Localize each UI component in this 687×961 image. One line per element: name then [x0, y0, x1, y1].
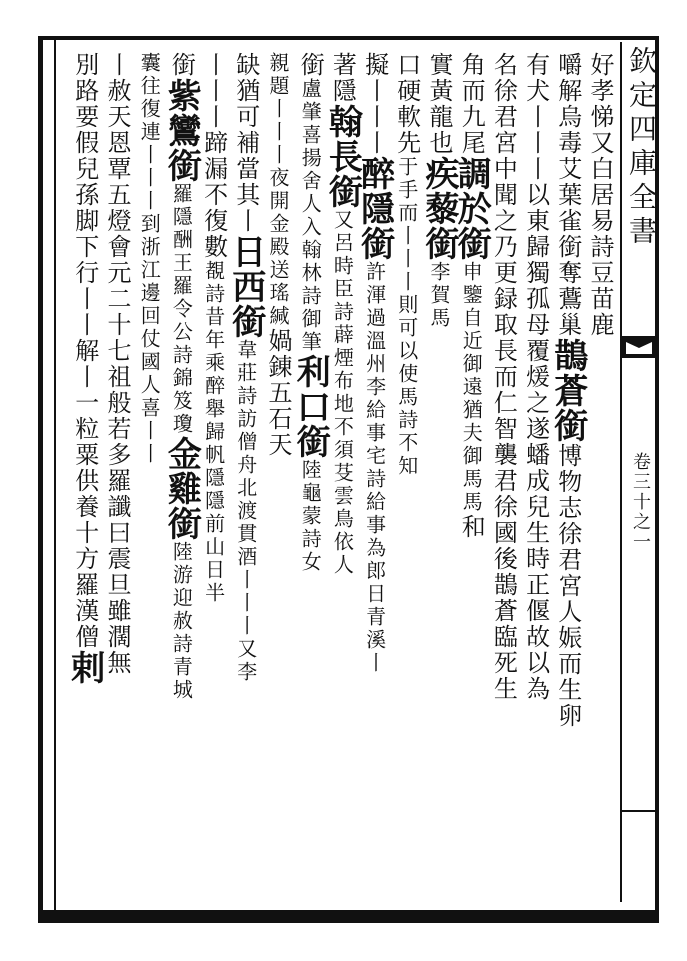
heading-term: 鵲蒼銜	[547, 338, 588, 443]
text-run: 別路要假兒孫脚下行丨丨解丨一粒粟供養十方羅漢僧	[70, 52, 99, 650]
text-column	[261, 52, 295, 902]
text-column	[419, 52, 459, 902]
text-run: 和	[457, 514, 486, 540]
text-run: 韋莊詩訪僧舟北渡貫酒丨丨丨又李	[233, 339, 258, 684]
text-run: 擬丨丨丨	[360, 52, 389, 156]
text-column	[161, 52, 202, 902]
volume-label: 卷三十之一	[630, 452, 651, 552]
text-run: 于手而丨丨丨則可以使馬	[394, 156, 419, 409]
text-column	[354, 52, 395, 902]
fish-tail-mark	[622, 334, 656, 360]
text-column	[225, 52, 266, 902]
text-run: 申鑒自近御遠猶夫御馬馬	[459, 261, 484, 514]
text-run: 親題丨丨丨夜開金殿送瑤緘	[266, 52, 290, 328]
text-run: 陸龜蒙詩女	[298, 459, 323, 574]
text-run: 銜	[296, 52, 325, 78]
text-run: 有犬丨丨丨以東歸獨孤母覆煖之遂蟠成兒生時正偃故以為	[521, 52, 550, 702]
text-run: 囊往復連丨丨丨到浙江邊	[137, 52, 162, 305]
heading-term: 紫鸞銜	[161, 78, 202, 183]
text-run: 缺猶可補當其丨	[231, 52, 260, 234]
text-column	[486, 52, 520, 902]
heading-term: 翰長銜	[322, 104, 363, 209]
text-column	[290, 52, 331, 902]
text-run: 丨丨丨蹄漏不復數	[199, 52, 228, 260]
text-column	[583, 52, 617, 902]
text-run: 著隱	[328, 52, 357, 104]
heading-term: 調於銜	[451, 156, 492, 261]
heading-term: 利口銜	[290, 354, 331, 459]
text-run: 李賀馬	[427, 261, 451, 330]
lower-mark	[622, 810, 656, 818]
inner-rule	[54, 36, 56, 923]
text-run: 媧錬五石天	[264, 328, 292, 458]
text-run: 丨赦天恩覃五燈會元二十七祖般若多羅讖曰震旦雖濶無	[103, 52, 131, 676]
text-column	[519, 52, 553, 902]
text-run: 詩不知	[394, 409, 419, 478]
text-run: 覩詩昔年乘醉舉歸帆隱隱前山日半	[201, 260, 226, 605]
text-column	[64, 52, 105, 902]
heading-term: 金雞銜	[161, 436, 202, 541]
text-run: 羅隱酬王羅令公詩錦笈瓊	[169, 183, 194, 436]
text-run: 嚼解烏毒艾葉雀銜奪鷰巢	[553, 52, 582, 338]
text-run: 盧肇喜揚舍人入翰林詩御筆	[298, 78, 323, 354]
text-column	[451, 52, 492, 902]
heading-term: 疾藜銜	[419, 156, 459, 261]
margin-column	[620, 42, 656, 902]
heading-term: 醉隱銜	[354, 156, 395, 261]
text-run: 名徐君宮中聞之乃更録取長而仁智襲君徐國後鵲蒼臨死生	[489, 52, 518, 702]
text-run: 實黃龍也	[425, 52, 453, 156]
text-column	[547, 52, 588, 902]
text-column	[390, 52, 424, 902]
text-run: 許渾過溫州李給事宅詩給事為郎日青溪丨	[362, 261, 387, 675]
text-column	[100, 52, 134, 902]
text-run: 口硬軟先	[392, 52, 421, 156]
text-run: 又呂時臣詩薜煙布地不須芟雲鳥依人	[330, 209, 355, 577]
text-column	[197, 52, 231, 902]
text-run: 陸游迎赦詩青城	[169, 541, 194, 702]
heading-term: 日西銜	[225, 234, 266, 339]
bottom-bar	[38, 910, 659, 923]
text-run: 好孝悌又白居易詩豆苗鹿	[586, 52, 614, 338]
heading-term: 剌	[64, 650, 105, 685]
text-column	[132, 52, 166, 902]
text-run: 角而九尾	[457, 52, 486, 156]
text-run: 回仗國人喜丨丨	[137, 305, 162, 466]
text-run: 博物志徐君宮人娠而生卵	[553, 443, 582, 729]
text-column	[322, 52, 363, 902]
book-title: 欽定四庫全書	[625, 46, 658, 250]
text-run: 銜	[167, 52, 196, 78]
